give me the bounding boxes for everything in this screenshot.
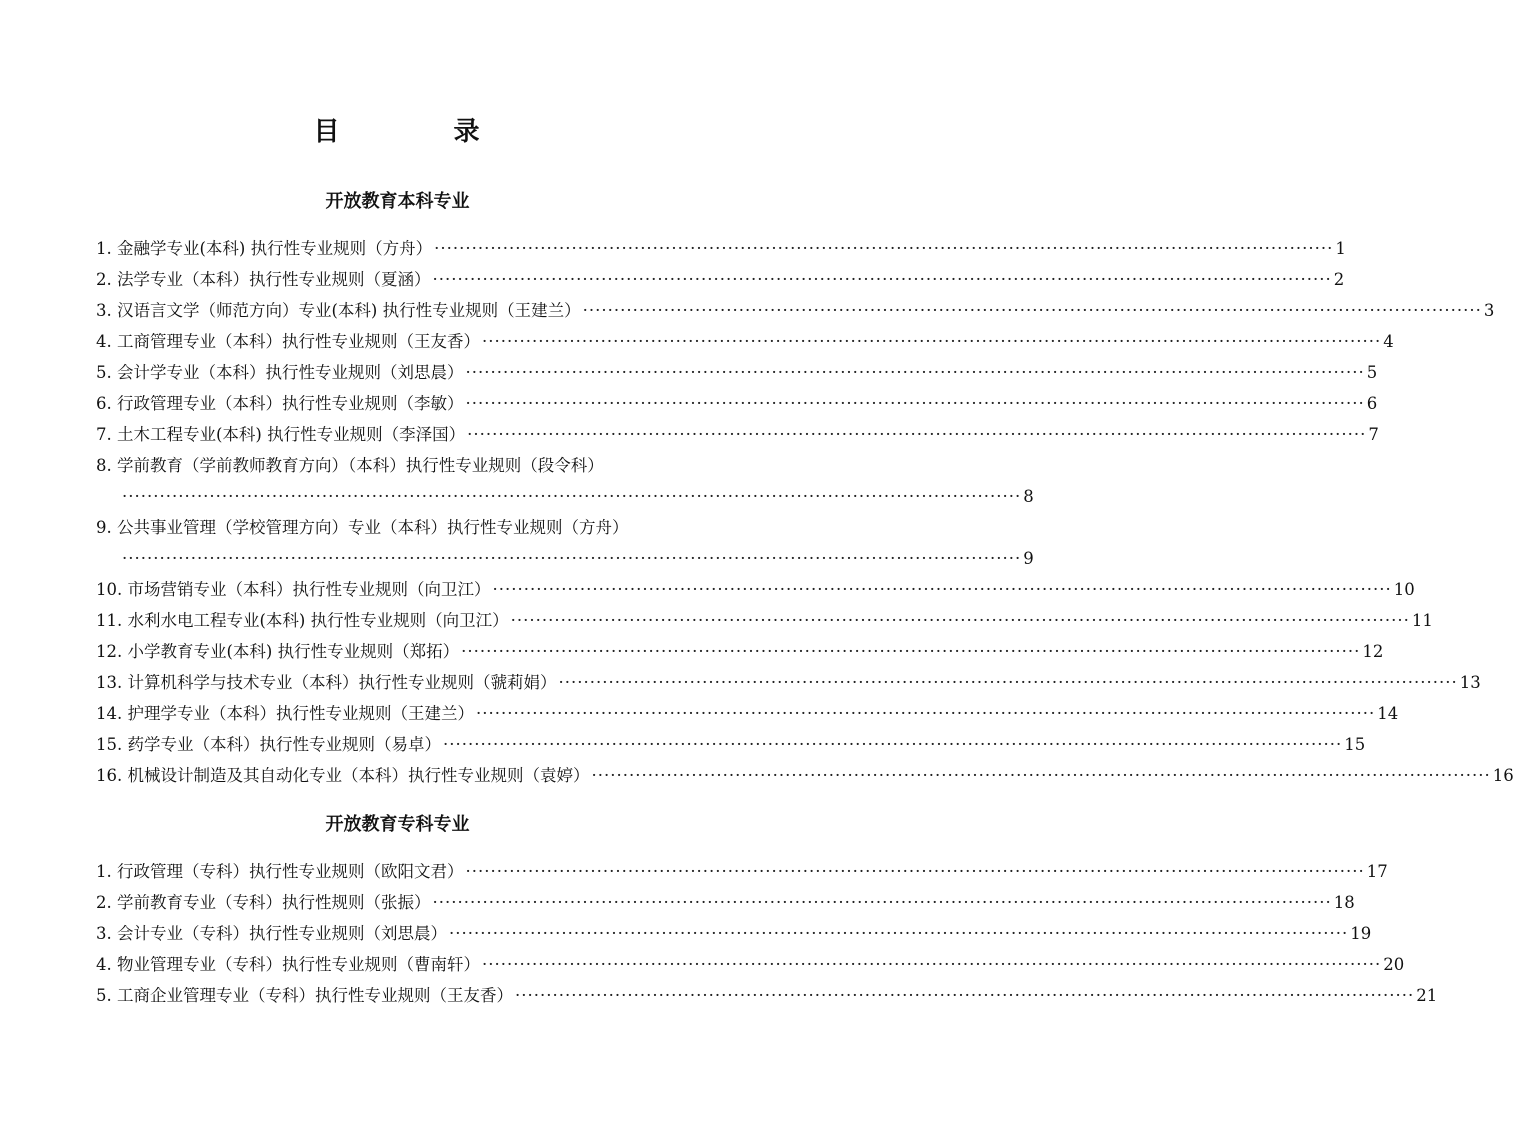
toc-entry-text: 11. 水利水电工程专业(本科) 执行性专业规则（向卫江） (96, 611, 509, 630)
dot-leader (515, 980, 1414, 1011)
toc-entry[interactable] (96, 729, 1366, 760)
dot-leader (467, 419, 1366, 450)
toc-entry[interactable] (96, 949, 1405, 980)
dot-leader (583, 295, 1482, 326)
toc-entry[interactable] (96, 760, 1514, 791)
dot-leader (466, 357, 1365, 388)
toc-page-number: 14 (1377, 704, 1399, 723)
toc-section-junior-college (96, 812, 1438, 1011)
toc-entry-text: 12. 小学教育专业(本科) 执行性专业规则（郑拓） (96, 642, 460, 661)
toc-page-number: 21 (1416, 986, 1438, 1005)
dot-leader (476, 698, 1375, 729)
toc-entry[interactable] (96, 636, 1384, 667)
toc-page-number: 4 (1383, 332, 1394, 351)
toc-entry[interactable] (96, 605, 1433, 636)
toc-entry-text: 1. 金融学专业(本科) 执行性专业规则（方舟） (96, 239, 433, 258)
toc-page-number: 19 (1350, 924, 1372, 943)
toc-entry[interactable] (96, 326, 1394, 357)
toc-entry[interactable] (96, 388, 1378, 419)
toc-entry-text: 9. 公共事业管理（学校管理方向）专业（本科）执行性专业规则（方舟） (96, 518, 629, 537)
toc-page-number: 17 (1366, 862, 1388, 881)
toc-entry[interactable] (96, 357, 1378, 388)
dot-leader (466, 856, 1365, 887)
toc-page-number: 18 (1333, 893, 1355, 912)
toc-entry[interactable] (96, 667, 1481, 698)
toc-entry[interactable] (96, 574, 1415, 605)
toc-entry-text: 6. 行政管理专业（本科）执行性专业规则（李敏） (96, 394, 464, 413)
toc-entry-text: 13. 计算机科学与技术专业（本科）执行性专业规则（虢莉娟） (96, 673, 557, 692)
toc-entry-text: 15. 药学专业（本科）执行性专业规则（易卓） (96, 735, 441, 754)
toc-entry[interactable] (96, 512, 1034, 574)
dot-leader (443, 729, 1342, 760)
toc-entry[interactable] (96, 887, 1355, 918)
dot-leader (122, 543, 1021, 574)
toc-entry-text: 2. 法学专业（本科）执行性专业规则（夏涵） (96, 270, 431, 289)
toc-page-number: 6 (1366, 394, 1378, 413)
toc-page-number: 20 (1383, 955, 1405, 974)
toc-entry[interactable] (96, 980, 1438, 1011)
toc-page-number: 1 (1335, 239, 1346, 258)
toc-page-number: 8 (1023, 487, 1034, 506)
dot-leader (559, 667, 1458, 698)
toc-page-number: 12 (1362, 642, 1384, 661)
toc-list (96, 856, 1438, 1011)
toc-entry[interactable] (96, 233, 1346, 264)
toc-page-number: 15 (1344, 735, 1366, 754)
section-heading: 开放教育本科专业 (325, 191, 470, 212)
toc-entry-text: 4. 物业管理专业（专科）执行性专业规则（曹南轩） (96, 955, 480, 974)
toc-entry-text: 3. 汉语言文学（师范方向）专业(本科) 执行性专业规则（王建兰） (96, 301, 581, 320)
dot-leader (449, 918, 1348, 949)
dot-leader (434, 233, 1333, 264)
dot-leader (433, 887, 1332, 918)
toc-page-number: 10 (1393, 580, 1415, 599)
toc-page-number: 5 (1366, 363, 1378, 382)
toc-page-number: 2 (1333, 270, 1345, 289)
dot-leader (433, 264, 1332, 295)
section-heading: 开放教育专科专业 (325, 814, 470, 835)
toc-entry-text: 3. 会计专业（专科）执行性专业规则（刘思晨） (96, 924, 447, 943)
toc-entry[interactable] (96, 698, 1399, 729)
toc-entry-text: 7. 土木工程专业(本科) 执行性专业规则（李泽国） (96, 425, 466, 444)
toc-page-number: 16 (1492, 766, 1514, 785)
toc-entry-text: 5. 会计学专业（本科）执行性专业规则（刘思晨） (96, 363, 464, 382)
toc-entry[interactable] (96, 856, 1388, 887)
toc-page-number: 9 (1023, 549, 1034, 568)
dot-leader (482, 326, 1381, 357)
dot-leader (592, 760, 1491, 791)
toc-page-number: 13 (1459, 673, 1481, 692)
dot-leader (466, 388, 1365, 419)
toc-entry[interactable] (96, 295, 1495, 326)
dot-leader (461, 636, 1360, 667)
toc-entry[interactable] (96, 264, 1345, 295)
toc-entry-text: 10. 市场营销专业（本科）执行性专业规则（向卫江） (96, 580, 491, 599)
toc-entry-text: 14. 护理学专业（本科）执行性专业规则（王建兰） (96, 704, 474, 723)
toc-entry[interactable] (96, 419, 1379, 450)
toc-entry[interactable] (96, 450, 1034, 512)
toc-section-undergraduate (96, 189, 1514, 791)
toc-entry-text: 8. 学前教育（学前教师教育方向）（本科）执行性专业规则（段令科） (96, 456, 604, 475)
toc-entry-text: 2. 学前教育专业（专科）执行性规则（张振） (96, 893, 431, 912)
toc-entry-text: 1. 行政管理（专科）执行性专业规则（欧阳文君） (96, 862, 464, 881)
toc-page-number: 3 (1483, 301, 1495, 320)
page-title: 目 录 (313, 117, 524, 147)
dot-leader (122, 481, 1021, 512)
toc-entry[interactable] (96, 918, 1372, 949)
toc-page-number: 7 (1368, 425, 1379, 444)
dot-leader (482, 949, 1381, 980)
toc-entry-text: 4. 工商管理专业（本科）执行性专业规则（王友香） (96, 332, 480, 351)
dot-leader (511, 605, 1410, 636)
dot-leader (493, 574, 1392, 605)
toc-entry-text: 16. 机械设计制造及其自动化专业（本科）执行性专业规则（袁婷） (96, 766, 590, 785)
toc-page-number: 11 (1411, 611, 1433, 630)
toc-entry-text: 5. 工商企业管理专业（专科）执行性专业规则（王友香） (96, 986, 513, 1005)
toc-list (96, 233, 1514, 791)
